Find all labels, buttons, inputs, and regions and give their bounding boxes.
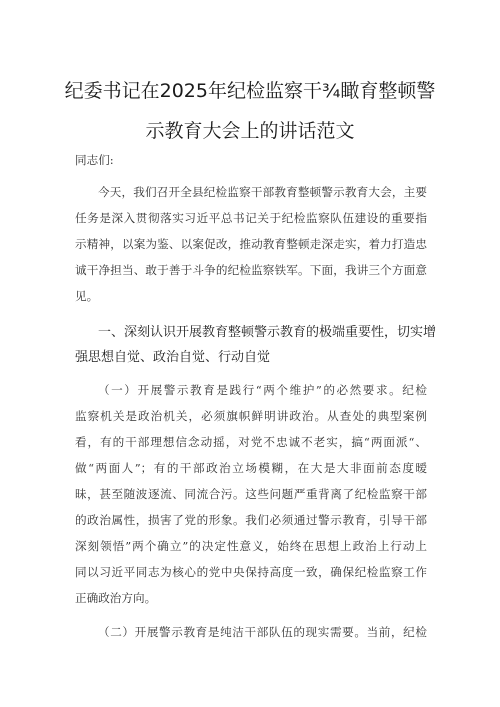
paragraph-line: 看，有的干部理想信念动摇，对党不忠诚不老实，搞“两面派“、 [75, 435, 427, 449]
paragraph-line: 监察机关是政治机关，必须旗帜鲜明讲政治。从查处的典型案例 [75, 409, 427, 423]
document-title-line-1: 纪委书记在2025年纪检监察干¾瞰育整顿警 [64, 80, 436, 102]
paragraph-line: 做“两面人”；有的干部政治立场模糊，在大是大非面前态度暧 [75, 461, 427, 475]
paragraph-line: 同以习近平同志为核心的党中央保持高度一致，确保纪检监察工作 [75, 565, 427, 579]
section-heading-line: 强思想自觉、政治自觉、行动自觉 [75, 350, 271, 365]
section-heading-line: 一、深刻认识开展教育整顿警示教育的极端重要性，切实增 [98, 325, 437, 340]
intro-line: 见。 [75, 289, 99, 303]
intro-line: 诚干净担当、敢于善于斗争的纪检监察铁军。下面，我讲三个方面意 [75, 263, 427, 277]
document-title-line-2: 示教育大会上的讲话范文 [145, 120, 355, 142]
paragraph-line: 昧，甚至随波逐流、同流合污。这些问题严重背离了纪检监察干部 [75, 487, 427, 501]
paragraph-line: 的政治属性，损害了党的形象。我们必须通过警示教育，引导干部 [75, 513, 427, 527]
paragraph-line: 正确政治方向。 [75, 591, 157, 605]
paragraph-line: 深刻领悟”两个确立”的决定性意义，始终在思想上政治上行动上 [75, 539, 427, 553]
intro-line: 示精神，以案为鉴、以案促改，推动教育整顿走深走实，着力打造忠 [75, 237, 427, 251]
intro-line: 任务是深入贯彻落实习近平总书记关于纪检监察队伍建设的重要指 [75, 211, 427, 225]
paragraph-line: （二）开展警示教育是纯洁干部队伍的现实需要。当前，纪检 [98, 625, 427, 639]
salutation: 同志们: [75, 153, 114, 167]
intro-line: 今天，我们召开全县纪检监察干部教育整顿警示教育大会，主要 [98, 185, 427, 199]
paragraph-line: （一）开展警示教育是践行“两个维护”的必然要求。纪检 [98, 383, 427, 397]
